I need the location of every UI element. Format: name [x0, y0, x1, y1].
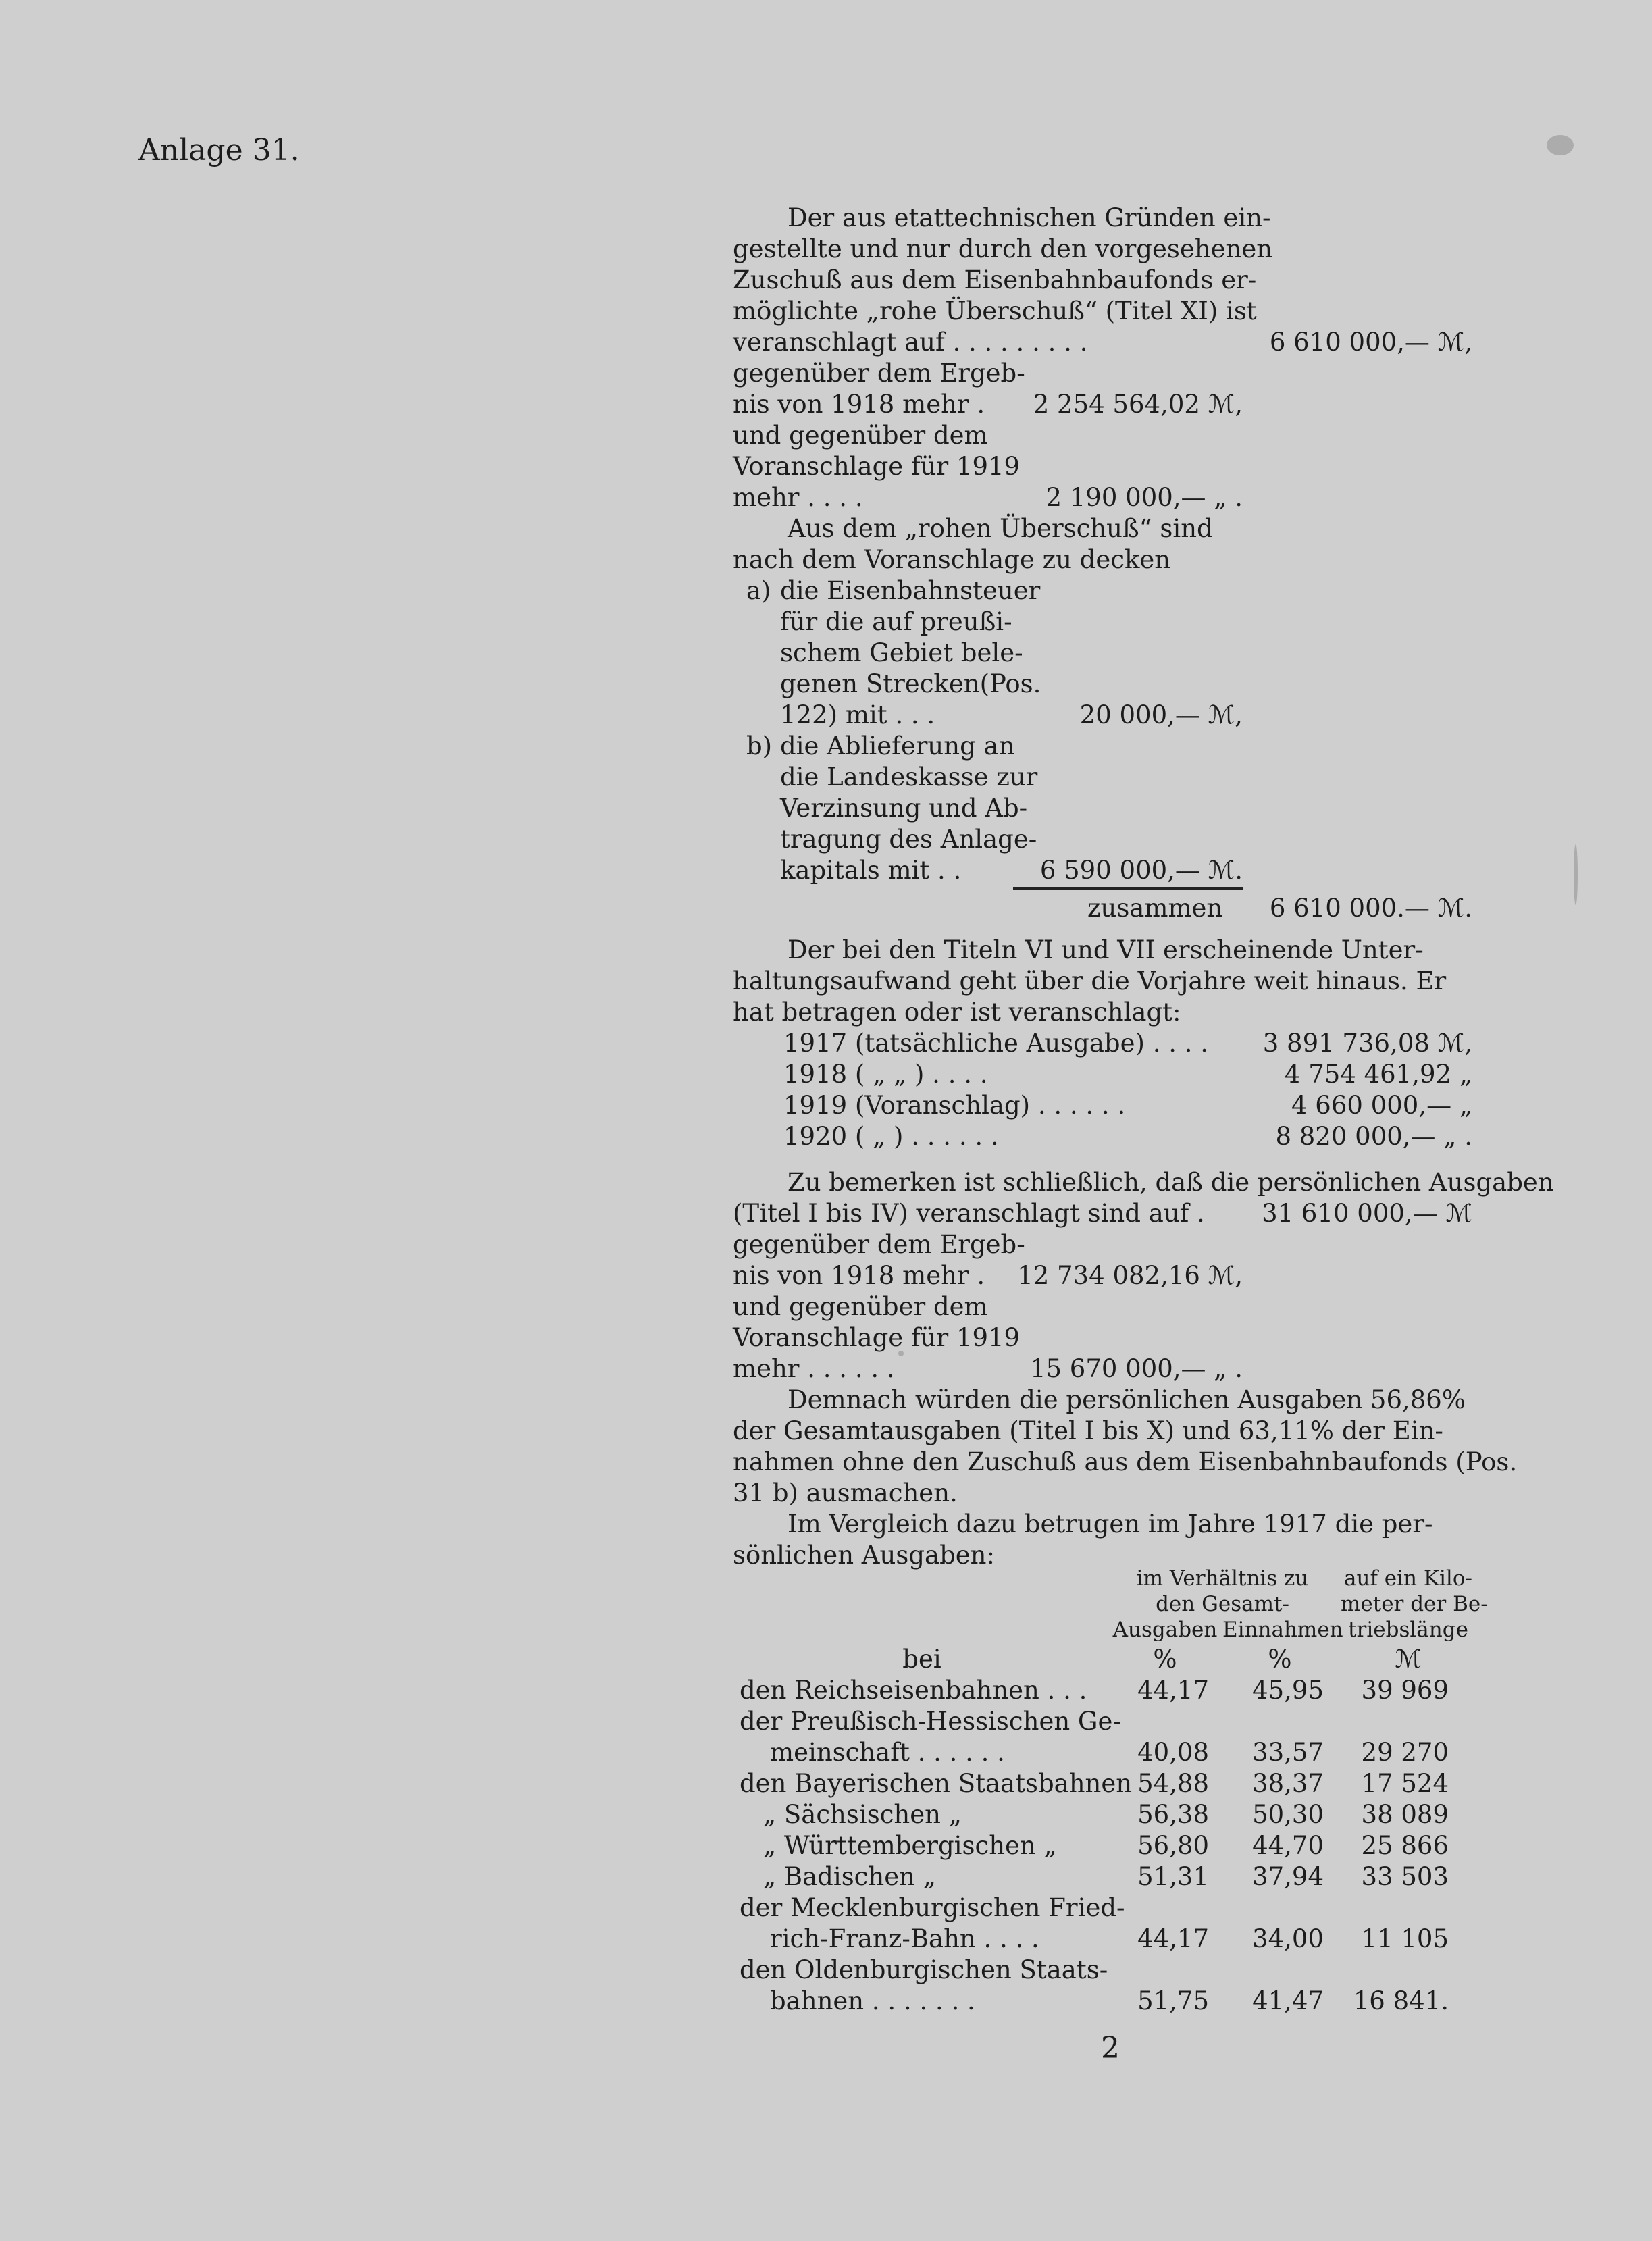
table-cell: 38 089: [1361, 1800, 1449, 1829]
table-cell: 45,95: [1252, 1676, 1324, 1705]
table-cell: 44,17: [1137, 1924, 1209, 1953]
overall-amount: 6 610 000,— ℳ,: [1269, 328, 1472, 357]
table-cell: 37,94: [1252, 1862, 1324, 1891]
paragraph-line: Zuschuß aus dem Eisenbahnbaufonds er-: [733, 265, 1257, 294]
table-cell: 29 270: [1361, 1738, 1449, 1767]
table-row-label: rich-Franz-Bahn . . . .: [770, 1924, 1039, 1953]
table-cell: 44,70: [1252, 1831, 1324, 1860]
column-header-km: meter der Be-: [1341, 1592, 1488, 1616]
total-amount: 6 610 000.— ℳ.: [1269, 894, 1472, 923]
paragraph-line: der Gesamtausgaben (Titel I bis X) und 63,11% der Ein-: [733, 1416, 1443, 1445]
column-header-ausgaben: Ausgaben: [1112, 1618, 1218, 1642]
paragraph-line: nach dem Voranschlage zu decken: [733, 545, 1171, 574]
table-cell: 51,31: [1137, 1862, 1209, 1891]
table-cell: 50,30: [1252, 1800, 1324, 1829]
item-line: genen Strecken(Pos.: [780, 669, 1041, 698]
comparison-line: Voranschlage für 1919: [733, 452, 1021, 481]
table-cell: 41,47: [1252, 1986, 1324, 2015]
item-line: 122) mit . . .: [780, 700, 935, 729]
table-cell: 39 969: [1361, 1676, 1449, 1705]
table-cell: 56,80: [1137, 1831, 1209, 1860]
year-amount: 3 891 736,08 ℳ,: [1262, 1029, 1472, 1058]
year-amount: 4 754 461,92 „: [1284, 1060, 1472, 1089]
table-cell: 51,75: [1137, 1986, 1209, 2015]
table-row-label: bahnen . . . . . . .: [770, 1986, 975, 2015]
unit-percent: %: [1153, 1645, 1177, 1674]
paragraph-line: nahmen ohne den Zuschuß aus dem Eisenbahnbaufonds (Pos.: [733, 1447, 1518, 1476]
table-cell: 17 524: [1361, 1769, 1449, 1798]
paragraph-line: möglichte „rohe Überschuß“ (Titel XI) ist: [733, 297, 1257, 326]
table-row-label: den Reichseisenbahnen . . .: [740, 1676, 1087, 1705]
item-marker: b): [746, 731, 773, 761]
sum-rule: [1013, 887, 1243, 890]
table-cell: 11 105: [1361, 1924, 1449, 1953]
year-label: 1917 (tatsächliche Ausgabe) . . . .: [783, 1029, 1209, 1058]
comparison-line: Voranschlage für 1919: [733, 1323, 1021, 1352]
table-row-label: „ Württembergischen „: [763, 1831, 1057, 1860]
item-line: schem Gebiet bele-: [780, 638, 1023, 667]
table-group-header: den Gesamt-: [1156, 1592, 1289, 1616]
item-amount: 20 000,— ℳ,: [1079, 700, 1243, 729]
comparison-amount: 12 734 082,16 ℳ,: [1017, 1261, 1243, 1290]
paragraph-line: Der aus etattechnischen Gründen ein-: [788, 203, 1271, 232]
table-row-label: der Preußisch-Hessischen Ge-: [740, 1707, 1121, 1736]
comparison-line: mehr . . . . . .: [733, 1354, 895, 1383]
item-marker: a): [746, 576, 771, 605]
paragraph-line: Der bei den Titeln VI und VII erscheinende Unter-: [788, 935, 1424, 964]
item-line: tragung des Anlage-: [780, 825, 1037, 854]
table-cell: 33,57: [1252, 1738, 1324, 1767]
table-cell: 16 841.: [1353, 1986, 1449, 2015]
page-number: 2: [1101, 2031, 1120, 2065]
comparison-line: und gegenüber dem: [733, 421, 988, 450]
unit-mark: ℳ: [1395, 1645, 1422, 1674]
comparison-line: mehr . . . .: [733, 483, 863, 512]
column-header-km: triebslänge: [1348, 1618, 1468, 1642]
comparison-amount: 2 254 564,02 ℳ,: [1033, 390, 1243, 419]
table-cell: 54,88: [1137, 1769, 1209, 1798]
scan-mark: [1574, 844, 1578, 905]
item-line: die Ablieferung an: [780, 731, 1015, 761]
comparison-line: und gegenüber dem: [733, 1292, 988, 1321]
table-row-label: den Bayerischen Staatsbahnen: [740, 1769, 1133, 1798]
personal-amount: 31 610 000,— ℳ: [1262, 1199, 1472, 1228]
year-label: 1919 (Voranschlag) . . . . . .: [783, 1091, 1126, 1120]
paragraph-line: Zu bemerken ist schließlich, daß die persönlichen Ausgaben: [788, 1168, 1554, 1197]
comparison-line: gegenüber dem Ergeb-: [733, 359, 1025, 388]
table-cell: 34,00: [1252, 1924, 1324, 1953]
comparison-line: gegenüber dem Ergeb-: [733, 1230, 1025, 1259]
row-header: bei: [902, 1645, 941, 1674]
year-amount: 8 820 000,— „ .: [1275, 1122, 1472, 1151]
table-cell: 40,08: [1137, 1738, 1209, 1767]
table-cell: 25 866: [1361, 1831, 1449, 1860]
item-line: für die auf preußi-: [780, 607, 1012, 636]
paragraph-line: (Titel I bis IV) veranschlagt sind auf .: [733, 1199, 1205, 1228]
item-amount: 6 590 000,— ℳ.: [1039, 856, 1243, 885]
year-amount: 4 660 000,— „: [1291, 1091, 1472, 1120]
comparison-amount: 2 190 000,— „ .: [1046, 483, 1243, 512]
paragraph-line: gestellte und nur durch den vorgesehenen: [733, 234, 1273, 263]
comparison-line: nis von 1918 mehr .: [733, 390, 985, 419]
item-line: die Eisenbahnsteuer: [780, 576, 1041, 605]
table-row-label: „ Badischen „: [763, 1862, 936, 1891]
scan-mark: [1547, 135, 1574, 155]
table-row-label: „ Sächsischen „: [763, 1800, 962, 1829]
item-line: die Landeskasse zur: [780, 763, 1038, 792]
table-cell: 38,37: [1252, 1769, 1324, 1798]
comparison-line: nis von 1918 mehr .: [733, 1261, 985, 1290]
item-line: kapitals mit . .: [780, 856, 962, 885]
table-cell: 56,38: [1137, 1800, 1209, 1829]
paragraph-line: Im Vergleich dazu betrugen im Jahre 1917 die per-: [788, 1510, 1433, 1539]
column-header-km: auf ein Kilo-: [1344, 1566, 1472, 1591]
table-cell: 33 503: [1361, 1862, 1449, 1891]
table-row-label: der Mecklenburgischen Fried-: [740, 1893, 1125, 1922]
paragraph-line: 31 b) ausmachen.: [733, 1478, 958, 1508]
paragraph-line: veranschlagt auf . . . . . . . . .: [733, 328, 1088, 357]
paragraph-line: haltungsaufwand geht über die Vorjahre weit hinaus. Er: [733, 967, 1447, 996]
year-label: 1920 ( „ ) . . . . . .: [783, 1122, 999, 1151]
total-label: zusammen: [1087, 894, 1223, 923]
item-line: Verzinsung und Ab-: [780, 794, 1028, 823]
column-header-einnahmen: Einnahmen: [1222, 1618, 1343, 1642]
page-header-title: Anlage 31.: [138, 133, 300, 168]
year-label: 1918 ( „ „ ) . . . .: [783, 1060, 988, 1089]
paragraph-line: Aus dem „rohen Überschuß“ sind: [788, 514, 1213, 543]
table-cell: 44,17: [1137, 1676, 1209, 1705]
paragraph-line: hat betragen oder ist veranschlagt:: [733, 998, 1181, 1027]
unit-percent: %: [1268, 1645, 1292, 1674]
table-row-label: meinschaft . . . . . .: [770, 1738, 1005, 1767]
table-row-label: den Oldenburgischen Staats-: [740, 1955, 1108, 1984]
paragraph-line: Demnach würden die persönlichen Ausgaben 56,86%: [788, 1385, 1466, 1414]
paragraph-line: sönlichen Ausgaben:: [733, 1541, 995, 1570]
comparison-amount: 15 670 000,— „ .: [1029, 1354, 1243, 1383]
table-group-header: im Verhältnis zu: [1136, 1566, 1309, 1591]
